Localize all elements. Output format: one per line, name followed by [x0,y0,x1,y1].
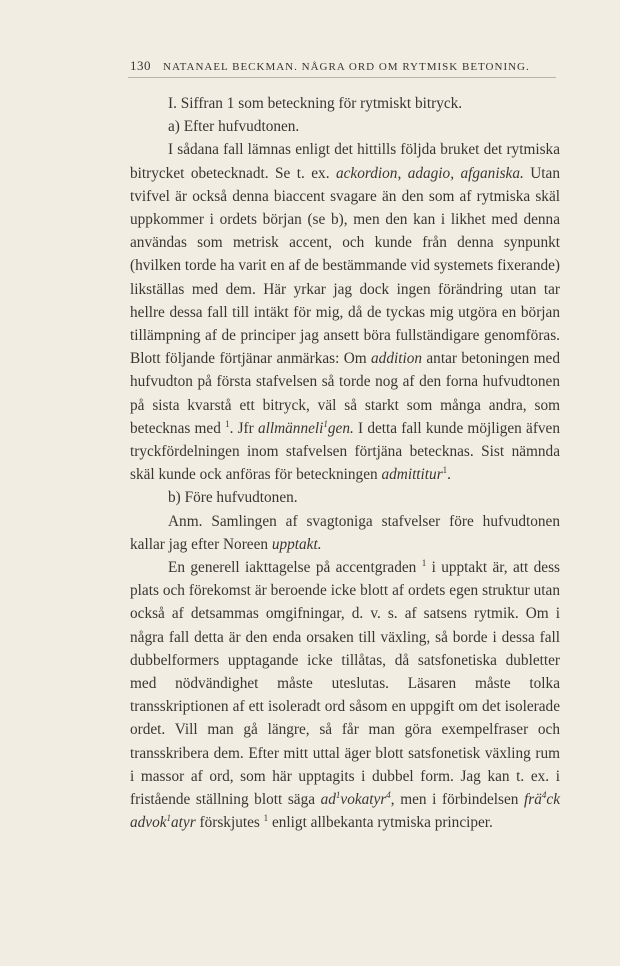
subsection-heading-a: a) Efter hufvudtonen. [168,118,300,136]
note-paragraph: Anm. Samlingen af svagtoniga stafvelser före hufvudtonen kallar jag efter Noreen upptakt. [130,512,560,553]
body-text [130,92,560,835]
page-number: 130 [130,58,151,73]
subsection-heading-b: b) Före hufvudtonen. [168,489,298,507]
paragraph-1: I sådana fall lämnas enligt det hittills följda bruket det rytmiska bitrycket obetecknadt. Se t. ex. ackordion, adagio, afganiska. Utan tvifvel är också denna biaccent svagare än den som af rytmiska skäl uppkommer i ordets början (se b), men den kan i likhet med denna användas som metrisk accent, och kunde från denna synpunkt (hvilken torde ha varit en af de bestämmande vid systemets fixerande) likställas med dem. Här yrkar jag dock ingen förändring utan tar hellre dessa fall till intäkt för mig, då de tyckas mig utgöra en början tillämpning af de principer jag ansett böra fullständigare genomföras. Blott följande förtjänar anmärkas: Om addition antar betoningen med hufvudton på första stafvelsen så torde nog af den forna hufvudtonen på sista kvarstå ett bitryck, väl så starkt som många andra, som betecknas med $^1$. Jfr allmänneli$^1$gen. I detta fall kunde möjligen äfven tryckfördelningen inom stafvelsen förtjäna betecknas. Sist nämnda skäl kunde ock anföras för beteckningen admittitur$^1$. [130,141,560,484]
running-title: NATANAEL BECKMAN. NÅGRA ORD OM RYTMISK BETONING. [163,61,530,73]
section-heading-1: I. Siffran 1 som beteckning för rytmiskt bitryck. [168,95,463,112]
header-rule [128,77,556,78]
running-header [130,58,560,74]
paragraph-2: En generell iakttagelse på accentgraden $^1$ i upptakt är, att dess plats och förekomst är beroende icke blott af ordets egen struktur utan också af detsammas omgifningar, d. v. s. af satsens rytmik. Om i några fall detta är den enda orsaken till växling, så borde i dessa fall dubbelformers upptagande icke tillåtas, då satsfonetiska dubletter med nödvändighet måste uteslutas. Läsaren måste tolka transskriptionen af ett isoleradt ord såsom en uppgift om det isolerade ordet. Vill man gå längre, så får man göra exempelfraser och transskribera dem. Efter mitt uttal äger blott satsfonetisk växling rum i massor af ord, som här upptagits i dubbel form. Jag kan t. ex. i fristående ställning blott säga $ad^1vokatyr^4$, men i förbindelsen frä$^4$ck advok$^1$atyr förskjutes $^1$ enligt allbekanta rytmiska principer. [130,557,560,832]
